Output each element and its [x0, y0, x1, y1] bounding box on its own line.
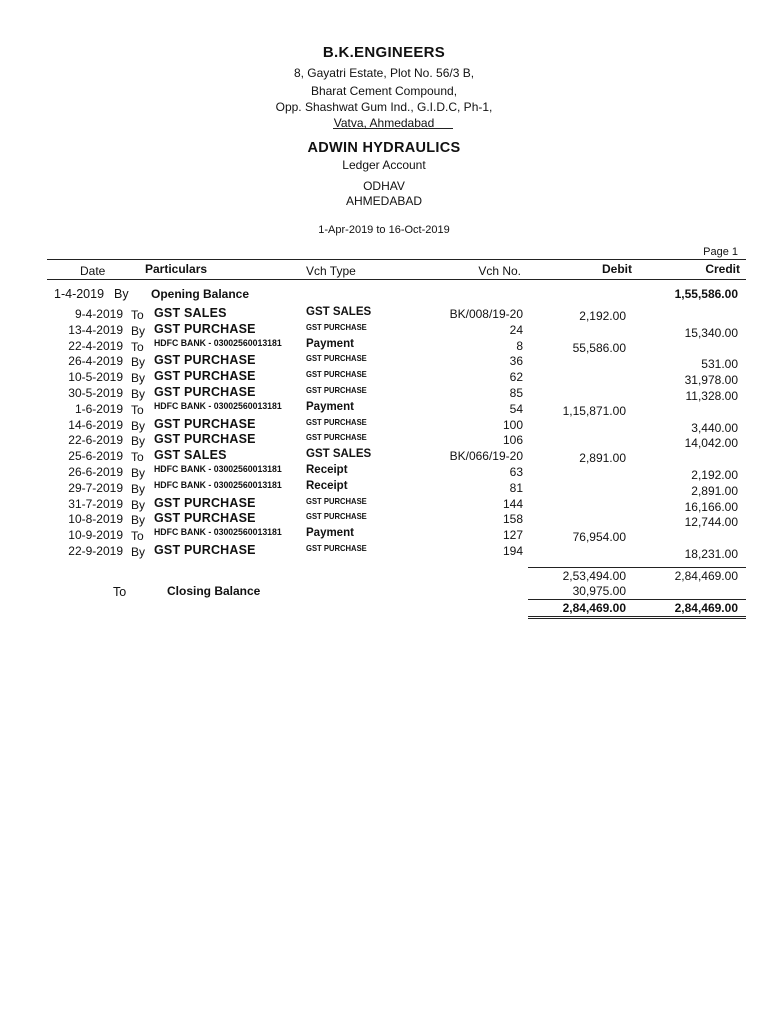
company-name: B.K.ENGINEERS: [322, 44, 446, 61]
header-top-rule: [47, 259, 746, 260]
entry-particulars: HDFC BANK - 03002560013181: [154, 337, 282, 349]
table-row: [0, 481, 768, 497]
entry-vch-no: 63: [509, 465, 523, 479]
entry-vch-type: GST PURCHASE: [306, 432, 367, 443]
entry-to-by: By: [131, 434, 146, 449]
entry-vch-type: GST PURCHASE: [306, 416, 367, 427]
entry-particulars: HDFC BANK - 03002560013181: [154, 400, 282, 412]
entry-vch-no: 85: [509, 386, 523, 400]
closing-tb: To: [113, 585, 127, 599]
entry-date: 22-9-2019: [68, 544, 123, 558]
entry-vch-no: 144: [502, 496, 523, 511]
subtotal-debit: 2,53,494.00: [562, 569, 626, 583]
entry-debit: 55,586.00: [572, 340, 626, 355]
entry-credit: 16,166.00: [684, 499, 738, 514]
table-row: [0, 354, 768, 370]
entry-credit: 14,042.00: [684, 436, 738, 451]
entry-date: 10-5-2019: [68, 370, 123, 385]
opening-tb: By: [114, 287, 129, 301]
entry-to-by: By: [131, 323, 146, 338]
entry-date: 10-8-2019: [68, 512, 123, 527]
entry-vch-type: GST PURCHASE: [306, 385, 367, 395]
entry-date: 22-4-2019: [68, 338, 123, 353]
entry-vch-type: GST SALES: [306, 306, 372, 318]
entry-vch-no: BK/008/19-20: [449, 307, 523, 321]
entry-particulars: GST SALES: [154, 448, 227, 463]
entry-particulars: HDFC BANK - 03002560013181: [154, 527, 282, 539]
entry-to-by: To: [131, 529, 144, 544]
table-row: [0, 323, 768, 339]
entry-to-by: By: [131, 418, 146, 433]
entry-credit: 18,231.00: [684, 547, 738, 561]
entry-date: 1-6-2019: [74, 401, 123, 416]
entry-vch-no: 62: [509, 370, 523, 385]
opening-label: Opening Balance: [151, 287, 250, 301]
entry-particulars: GST PURCHASE: [154, 495, 256, 510]
opening-balance-row: [0, 287, 768, 303]
entry-debit: 1,15,871.00: [562, 403, 626, 418]
table-row: [0, 497, 768, 513]
address-line-4: Vatva, Ahmedabad: [333, 116, 435, 130]
period: 1-Apr-2019 to 16-Oct-2019: [318, 224, 450, 236]
entry-credit: 2,192.00: [691, 468, 738, 482]
entry-to-by: By: [131, 387, 146, 401]
entry-date: 9-4-2019: [74, 307, 123, 321]
entry-vch-type: GST PURCHASE: [306, 495, 367, 506]
entry-vch-no: BK/066/19-20: [449, 449, 523, 464]
table-row: [0, 433, 768, 449]
table-row: [0, 449, 768, 465]
entry-particulars: GST PURCHASE: [154, 543, 256, 557]
address-underline: [333, 128, 453, 129]
entry-particulars: GST PURCHASE: [154, 385, 256, 399]
entry-vch-no: 100: [502, 417, 523, 432]
entry-date: 26-4-2019: [68, 354, 123, 369]
ledger-city: AHMEDABAD: [345, 194, 422, 208]
grandtotal-double-rule-2: [528, 618, 746, 619]
entry-vch-type: GST PURCHASE: [306, 321, 367, 332]
col-debit: Debit: [602, 262, 632, 276]
entry-vch-type: Payment: [306, 337, 354, 350]
entry-particulars: GST SALES: [154, 306, 227, 320]
entry-credit: 15,340.00: [684, 325, 738, 340]
ledger-title: ADWIN HYDRAULICS: [307, 140, 461, 156]
entry-to-by: To: [131, 339, 144, 354]
entry-vch-no: 81: [509, 480, 523, 495]
entry-vch-no: 54: [509, 401, 523, 416]
entry-vch-no: 158: [502, 512, 523, 527]
closing-debit: 30,975.00: [572, 584, 626, 598]
col-particulars: Particulars: [145, 262, 208, 276]
table-row: [0, 307, 768, 323]
entry-particulars: GST PURCHASE: [154, 432, 256, 447]
entry-debit: 2,891.00: [579, 451, 626, 466]
entry-date: 25-6-2019: [68, 449, 123, 464]
table-row: [0, 544, 768, 560]
page-number: Page 1: [703, 246, 738, 258]
ledger-place: ODHAV: [363, 179, 405, 193]
entry-to-by: To: [131, 402, 144, 417]
grandtotal-double-rule-1: [528, 616, 746, 617]
entry-particulars: GST PURCHASE: [154, 511, 256, 526]
entry-date: 14-6-2019: [68, 417, 123, 432]
entry-vch-type: Receipt: [306, 464, 348, 476]
entry-particulars: GST PURCHASE: [154, 321, 256, 336]
entry-date: 30-5-2019: [68, 386, 123, 400]
entry-vch-no: 36: [509, 354, 523, 369]
entry-credit: 3,440.00: [691, 420, 738, 435]
col-credit: Credit: [705, 262, 740, 276]
col-date: Date: [80, 264, 106, 278]
entry-date: 26-6-2019: [68, 465, 123, 479]
entry-vch-type: Receipt: [306, 479, 348, 492]
opening-date: 1-4-2019: [54, 287, 105, 301]
entry-credit: 31,978.00: [684, 373, 738, 388]
entry-to-by: To: [131, 308, 144, 322]
entry-to-by: By: [131, 481, 146, 496]
entry-vch-type: Payment: [306, 527, 354, 540]
entry-vch-type: GST PURCHASE: [306, 353, 367, 364]
entry-credit: 2,891.00: [691, 483, 738, 498]
entry-credit: 12,744.00: [684, 515, 738, 530]
subtotal-row: [0, 569, 768, 585]
entry-particulars: HDFC BANK - 03002560013181: [154, 479, 282, 491]
entry-particulars: GST PURCHASE: [154, 353, 256, 368]
header-bottom-rule: [47, 279, 746, 280]
grandtotal-top-rule: [528, 599, 746, 600]
subtotal-rule: [528, 567, 746, 568]
entry-debit: 2,192.00: [579, 309, 626, 323]
entry-to-by: By: [131, 513, 146, 528]
entry-date: 13-4-2019: [68, 322, 123, 337]
entry-to-by: By: [131, 355, 146, 370]
entry-vch-type: GST PURCHASE: [306, 369, 367, 380]
closing-balance-row: [0, 584, 768, 600]
entry-date: 29-7-2019: [68, 480, 123, 495]
address-line-1: 8, Gayatri Estate, Plot No. 56/3 B,: [293, 66, 475, 80]
entry-to-by: To: [131, 450, 144, 465]
subtotal-credit: 2,84,469.00: [674, 569, 738, 583]
opening-credit: 1,55,586.00: [674, 287, 738, 301]
entry-particulars: GST PURCHASE: [154, 416, 256, 431]
ledger-type: Ledger Account: [342, 158, 426, 172]
table-row: [0, 512, 768, 528]
grand-credit: 2,84,469.00: [674, 601, 738, 615]
grand-debit: 2,84,469.00: [562, 601, 626, 615]
entry-vch-type: GST PURCHASE: [306, 543, 367, 553]
table-row: [0, 339, 768, 355]
entry-date: 31-7-2019: [68, 496, 123, 511]
table-row: [0, 370, 768, 386]
entry-credit: 531.00: [701, 357, 738, 372]
entry-vch-no: 24: [509, 322, 523, 337]
grandtotal-row: [0, 601, 768, 617]
entry-particulars: GST PURCHASE: [154, 369, 256, 384]
table-row: [0, 528, 768, 544]
col-vch-no: Vch No.: [478, 264, 521, 278]
entry-credit: 11,328.00: [685, 389, 738, 403]
table-row: [0, 386, 768, 402]
entry-vch-no: 194: [502, 544, 523, 558]
entry-date: 10-9-2019: [68, 528, 123, 543]
col-vch-type: Vch Type: [306, 264, 356, 278]
table-row: [0, 402, 768, 418]
entry-vch-no: 8: [516, 338, 523, 353]
entry-debit: 76,954.00: [572, 530, 626, 545]
table-row: [0, 465, 768, 481]
entry-vch-no: 106: [502, 433, 523, 448]
entry-vch-type: Payment: [306, 400, 354, 413]
entry-to-by: By: [131, 466, 146, 480]
address-line-2: Bharat Cement Compound,: [310, 84, 458, 98]
entry-vch-type: GST PURCHASE: [306, 511, 367, 522]
entry-vch-type: GST SALES: [306, 448, 372, 461]
entry-to-by: By: [131, 545, 146, 559]
table-row: [0, 418, 768, 434]
entry-to-by: By: [131, 497, 146, 512]
entry-vch-no: 127: [502, 528, 523, 543]
closing-label: Closing Balance: [167, 584, 261, 598]
entry-to-by: By: [131, 371, 146, 386]
address-line-3: Opp. Shashwat Gum Ind., G.I.D.C, Ph-1,: [275, 100, 493, 114]
entry-particulars: HDFC BANK - 03002560013181: [154, 464, 282, 475]
entry-date: 22-6-2019: [68, 433, 123, 448]
